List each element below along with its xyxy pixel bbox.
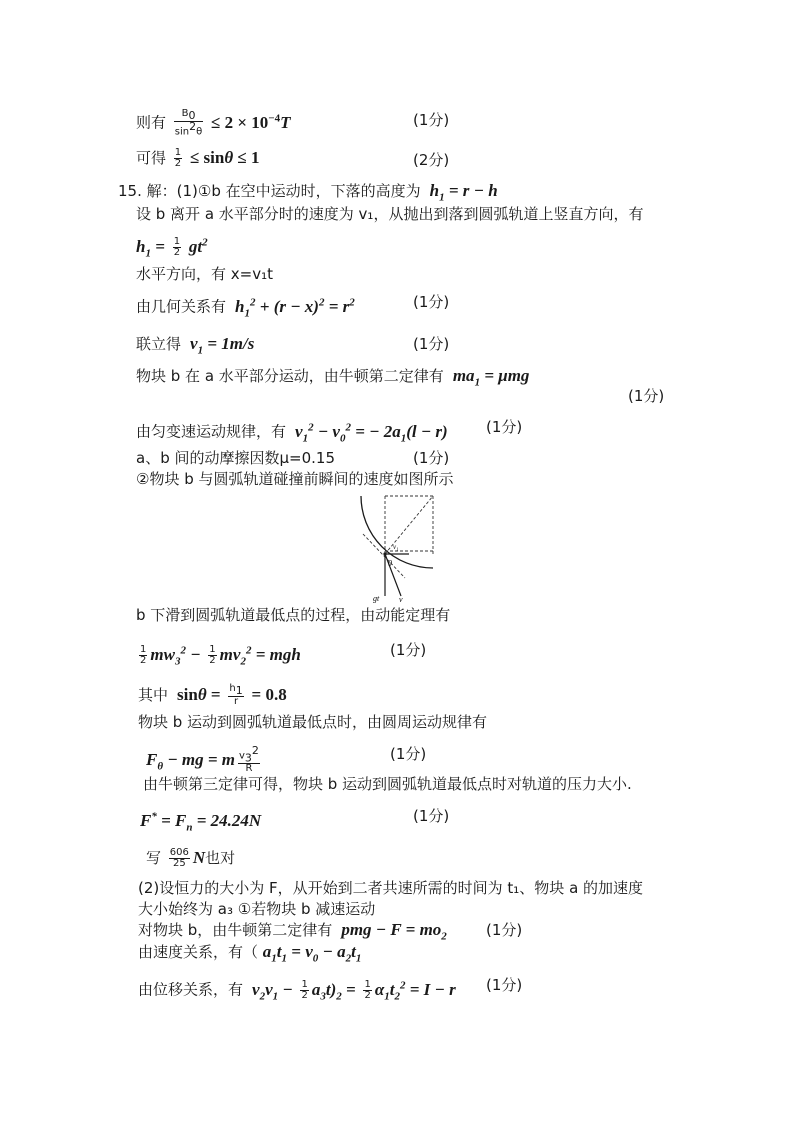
formula: pmg − $F = mo_2$ — [337, 920, 447, 943]
formula: sinθ = — [172, 685, 221, 704]
line-newton3 — [143, 774, 632, 794]
line-energy-eq — [136, 640, 301, 671]
line-kinematics — [136, 417, 448, 448]
block-point — [383, 552, 386, 555]
line-text: a、b 间的动摩擦因数μ=0.15 — [136, 449, 335, 467]
score: (1分) — [486, 418, 523, 436]
label-theta: θ — [388, 559, 392, 568]
score: (2分) — [413, 151, 450, 169]
formula: ≤ sinθ ≤ 1 — [189, 148, 260, 167]
line-fall-eq — [136, 232, 208, 263]
line-newton2 — [136, 366, 529, 392]
line-figure-caption — [136, 469, 454, 489]
formula: $gt^2$ — [188, 236, 208, 256]
line-text: 可得 — [136, 149, 167, 167]
line-velocity-relation — [138, 942, 361, 968]
line-pressure — [140, 806, 261, 837]
line-alt-answer — [146, 848, 235, 869]
line-text: 物块 b 运动到圆弧轨道最低点时，由圆周运动规律有 — [138, 713, 488, 731]
line-text: 由位移关系，有 — [138, 980, 244, 999]
score: (1分) — [413, 807, 450, 825]
score: (1分) — [486, 976, 523, 994]
formula: ≤ $2 \times 10^{-4}T$ — [211, 112, 291, 132]
label-gt: gt — [373, 594, 380, 603]
formula: $a_1t_1 = v_0 - a_2t_1$ — [262, 942, 362, 965]
line-text: 设 b 离开 a 水平部分时的速度为 v₁，从抛出到落到圆弧轨道上竖直方向，有 — [136, 205, 644, 223]
formula-fraction: $\frac{1}{2}$ — [209, 643, 216, 666]
formula: $v_1^2 - v_0^2$ = − $2a_1(l - r)$ — [290, 421, 448, 445]
line-circular-intro — [138, 712, 487, 732]
formula-fraction: $\frac{1}{2}$ — [173, 235, 181, 258]
line-friction — [136, 448, 335, 468]
formula: $v_1 = 1m/s$ — [185, 334, 255, 357]
line-suffix: 也对 — [205, 849, 236, 867]
line-text: 则有 — [136, 113, 167, 132]
formula: $h_1^2 + (r - x)^2 = r^2$ — [230, 296, 355, 320]
formula-fraction: $\frac{v_3^2}{R}$ — [239, 744, 259, 775]
line-text: 大小始终为 a₃ ①若物块 b 减速运动 — [138, 900, 376, 918]
formula-fraction: $\frac{1}{2}$ — [301, 978, 308, 1001]
line-setup — [136, 204, 643, 224]
formula: $mw_3^2$ − — [150, 644, 201, 668]
line-sin-value — [138, 684, 287, 707]
formula: N — [192, 848, 206, 867]
line-text: 物块 b 在 a 水平部分运动，由牛顿第二定律有 — [136, 367, 444, 385]
line-bound-ratio — [136, 108, 290, 137]
formula: $ma_1 = \mu mg$ — [448, 366, 530, 389]
line-part2-cont — [138, 899, 375, 919]
score: (1分) — [390, 745, 427, 763]
line-energy-intro — [136, 605, 450, 625]
score: (1分) — [413, 111, 450, 129]
label-v1: v₁ — [393, 543, 399, 551]
formula: $mv_2^2$ = mgh — [219, 644, 301, 668]
score: (1分) — [413, 293, 450, 311]
line-sin-range — [136, 148, 260, 169]
formula: $h_1 = r - h$ — [425, 181, 498, 204]
line-text: 15. 解：(1)①b 在空中运动时，下落的高度为 — [118, 182, 421, 200]
formula: $F^* = F_n = 24.24N$ — [140, 810, 262, 834]
formula-fraction: $\frac{1}{2}$ — [364, 978, 371, 1001]
line-horizontal — [136, 264, 273, 284]
line-circular-eq — [146, 746, 263, 776]
line-displacement-relation — [138, 975, 456, 1006]
formula: $\alpha_1t_2^2 = I - r$ — [374, 979, 456, 1003]
line-part2 — [138, 878, 643, 898]
score: (1分) — [628, 387, 665, 405]
score: (1分) — [390, 641, 427, 659]
line-text: 由牛顿第三定律可得，物块 b 运动到圆弧轨道最低点时对轨道的压力大小. — [143, 775, 632, 793]
line-text: (2)设恒力的大小为 F，从开始到二者共速所需的时间为 t₁、物块 a 的加速度 — [138, 879, 644, 897]
score: (1分) — [413, 449, 450, 467]
formula-fraction: $\frac{B_0}{\sin^2\theta}$ — [174, 107, 203, 138]
line-text: ②物块 b 与圆弧轨道碰撞前瞬间的速度如图所示 — [136, 470, 454, 488]
line-v1 — [136, 334, 254, 360]
score: (1分) — [413, 335, 450, 353]
formula: $F_\theta$ − mg = m — [146, 749, 235, 773]
formula-fraction: $\frac{1}{2}$ — [140, 643, 147, 666]
formula: = 0.8 — [251, 685, 287, 704]
line-text: 写 — [146, 849, 162, 867]
formula-fraction: $\frac{1}{2}$ — [174, 147, 182, 169]
line-text: 对物块 b，由牛顿第二定律有 — [138, 921, 333, 939]
formula: $h_1$ = — [136, 236, 165, 260]
line-text: 联立得 — [136, 335, 182, 353]
line-text: 水平方向，有 x=v₁t — [136, 265, 273, 283]
formula: $a_3t)_2$ = — [311, 979, 356, 1003]
line-text: b 下滑到圆弧轨道最低点的过程，由动能定理有 — [136, 606, 451, 624]
velocity-diagram — [355, 492, 435, 604]
formula: $v_2v_1$ − — [247, 979, 293, 1003]
line-text: 由速度关系，有（ — [138, 943, 259, 961]
label-v: v — [399, 595, 403, 604]
line-text: 由几何关系有 — [136, 297, 227, 316]
line-geometry — [136, 292, 355, 323]
formula-fraction: $\frac{606}{25}$ — [169, 847, 189, 869]
line-text: 由匀变速运动规律，有 — [136, 422, 287, 441]
arc-track — [361, 496, 433, 568]
score: (1分) — [486, 921, 523, 939]
formula-fraction: $\frac{h_1}{r}$ — [229, 683, 243, 707]
line-text: 其中 — [138, 686, 169, 704]
